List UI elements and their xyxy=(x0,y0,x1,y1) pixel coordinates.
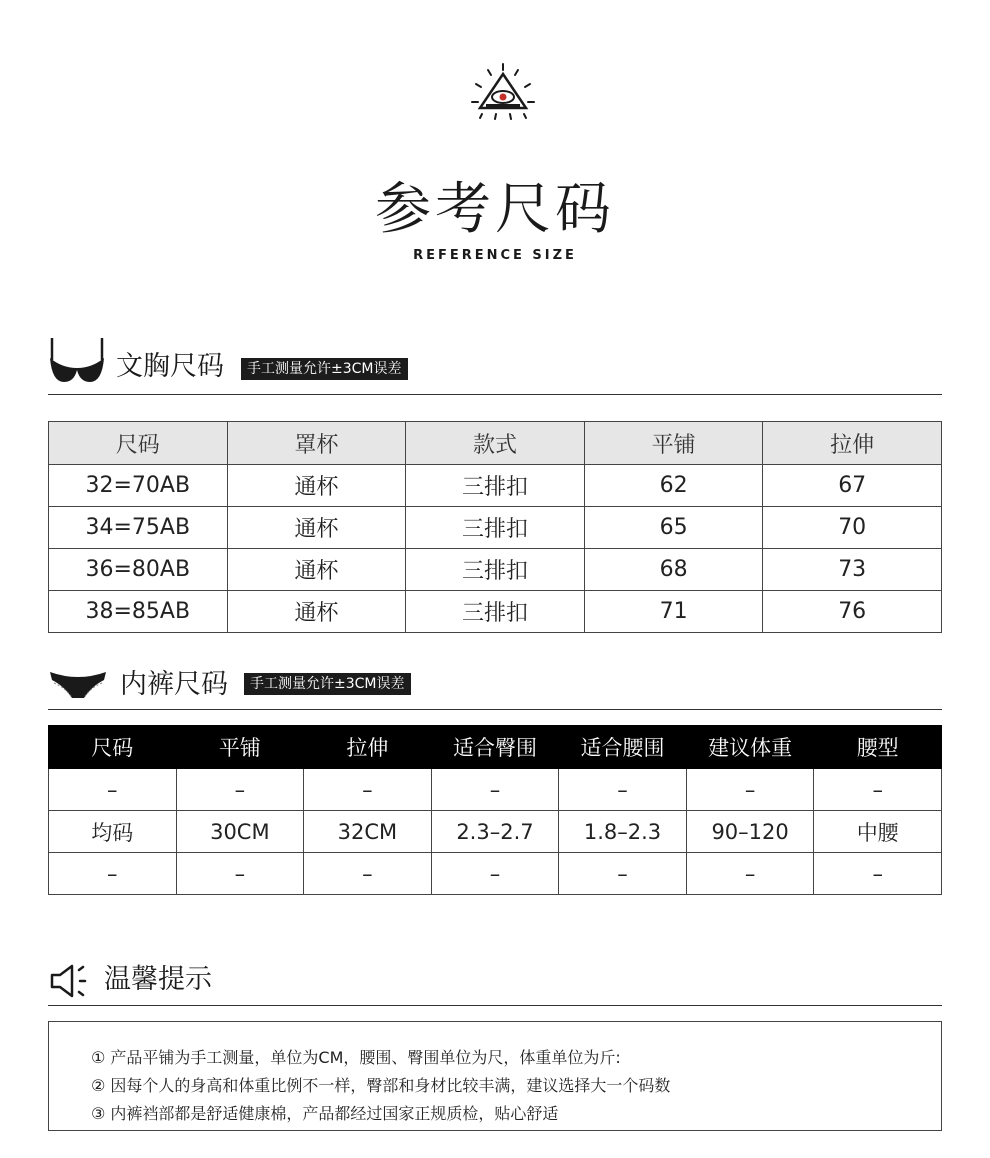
table-header-cell: 拉伸 xyxy=(763,422,942,465)
bra-size-table xyxy=(48,421,942,633)
table-cell: – xyxy=(49,769,177,811)
table-cell: – xyxy=(559,769,687,811)
table-cell: 68 xyxy=(584,549,763,591)
panty-section-title: 内裤尺码 xyxy=(120,669,228,700)
table-cell: 30CM xyxy=(176,811,304,853)
tips-section-title: 温馨提示 xyxy=(104,964,212,995)
table-row xyxy=(49,811,942,853)
table-row xyxy=(49,507,942,549)
panty-measurement-badge: 手工测量允许±3CM误差 xyxy=(244,673,411,695)
table-cell: – xyxy=(431,853,559,895)
panty-size-table xyxy=(48,725,942,895)
table-cell: – xyxy=(686,853,814,895)
table-cell: – xyxy=(304,853,432,895)
table-cell: 均码 xyxy=(49,811,177,853)
table-cell: 32=70AB xyxy=(49,465,228,507)
bra-section-header xyxy=(48,338,942,395)
table-cell: 67 xyxy=(763,465,942,507)
table-cell: – xyxy=(304,769,432,811)
table-header-cell: 适合臀围 xyxy=(431,726,559,769)
tips-divider xyxy=(48,1005,942,1006)
table-header-row xyxy=(49,726,942,769)
table-cell: – xyxy=(814,853,942,895)
table-header-cell: 款式 xyxy=(406,422,585,465)
table-header-cell: 建议体重 xyxy=(686,726,814,769)
table-cell: 三排扣 xyxy=(406,549,585,591)
tip-item: ① 产品平铺为手工测量，单位为CM，腰围、臀围单位为尺，体重单位为斤: xyxy=(91,1048,621,1067)
page-subtitle: REFERENCE SIZE xyxy=(413,248,577,263)
table-cell: 90–120 xyxy=(686,811,814,853)
table-cell: – xyxy=(176,769,304,811)
table-row xyxy=(49,853,942,895)
page-title: 参考尺码 xyxy=(375,177,615,242)
table-cell: 62 xyxy=(584,465,763,507)
table-cell: 三排扣 xyxy=(406,591,585,633)
table-header-cell: 罩杯 xyxy=(227,422,406,465)
table-header-cell: 拉伸 xyxy=(304,726,432,769)
tip-item: ② 因每个人的身高和体重比例不一样，臀部和身材比较丰满，建议选择大一个码数 xyxy=(91,1076,671,1095)
table-cell: – xyxy=(686,769,814,811)
table-row xyxy=(49,591,942,633)
table-cell: 通杯 xyxy=(227,465,406,507)
table-cell: 通杯 xyxy=(227,507,406,549)
eye-triangle-logo-icon xyxy=(468,62,538,120)
table-cell: 70 xyxy=(763,507,942,549)
table-cell: 三排扣 xyxy=(406,507,585,549)
table-cell: 73 xyxy=(763,549,942,591)
bra-measurement-badge: 手工测量允许±3CM误差 xyxy=(241,358,408,380)
table-cell: – xyxy=(814,769,942,811)
panty-section-header xyxy=(48,660,942,710)
panty-divider xyxy=(48,709,942,710)
table-row xyxy=(49,465,942,507)
table-cell: – xyxy=(176,853,304,895)
table-cell: 36=80AB xyxy=(49,549,228,591)
table-cell: 76 xyxy=(763,591,942,633)
table-cell: 通杯 xyxy=(227,591,406,633)
table-cell: 32CM xyxy=(304,811,432,853)
panty-icon xyxy=(48,668,108,702)
speaker-icon xyxy=(48,963,94,999)
table-header-cell: 尺码 xyxy=(49,726,177,769)
table-row xyxy=(49,769,942,811)
table-header-cell: 平铺 xyxy=(176,726,304,769)
table-cell: 2.3–2.7 xyxy=(431,811,559,853)
table-cell: 71 xyxy=(584,591,763,633)
table-cell: 38=85AB xyxy=(49,591,228,633)
table-cell: 通杯 xyxy=(227,549,406,591)
tips-section-header xyxy=(48,955,942,1006)
bra-icon xyxy=(48,338,106,386)
table-cell: 三排扣 xyxy=(406,465,585,507)
table-cell: – xyxy=(431,769,559,811)
tips-box xyxy=(48,1021,942,1131)
table-header-cell: 腰型 xyxy=(814,726,942,769)
table-cell: – xyxy=(49,853,177,895)
table-header-cell: 适合腰围 xyxy=(559,726,687,769)
table-cell: – xyxy=(559,853,687,895)
table-header-cell: 平铺 xyxy=(584,422,763,465)
table-cell: 65 xyxy=(584,507,763,549)
table-row xyxy=(49,549,942,591)
table-cell: 中腰 xyxy=(814,811,942,853)
table-header-row xyxy=(49,422,942,465)
bra-divider xyxy=(48,394,942,395)
bra-section-title: 文胸尺码 xyxy=(116,351,224,382)
table-header-cell: 尺码 xyxy=(49,422,228,465)
table-cell: 1.8–2.3 xyxy=(559,811,687,853)
table-cell: 34=75AB xyxy=(49,507,228,549)
tip-item: ③ 内裤裆部都是舒适健康棉，产品都经过国家正规质检，贴心舒适 xyxy=(91,1104,559,1123)
